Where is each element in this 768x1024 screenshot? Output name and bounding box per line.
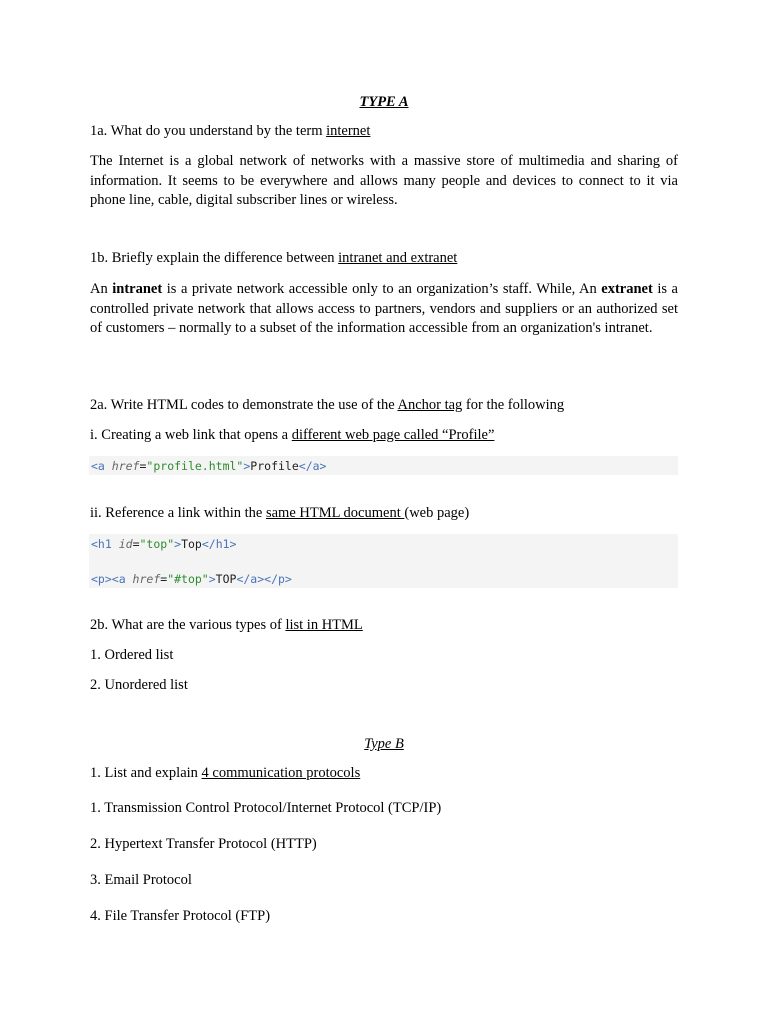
code-tag: > bbox=[174, 537, 182, 551]
list-type-item: 1. Ordered list bbox=[90, 647, 174, 663]
question-2a-i-text: i. Creating a web link that opens a bbox=[90, 427, 292, 443]
question-2a-ii-term: same HTML document bbox=[265, 505, 405, 521]
question-2b-text: 2b. What are the various types of bbox=[90, 617, 286, 633]
question-2b bbox=[90, 617, 363, 634]
code-text: Profile bbox=[250, 459, 299, 473]
question-1b-text: 1b. Briefly explain the difference between bbox=[90, 250, 339, 266]
question-2a-suffix: for the following bbox=[462, 397, 565, 413]
code-line bbox=[91, 537, 236, 551]
code-tag: </a></p> bbox=[236, 572, 292, 586]
protocol-item: 1. Transmission Control Protocol/Internet Protocol (TCP/IP) bbox=[90, 800, 442, 816]
code-attr: href bbox=[111, 459, 140, 473]
code-block-profile-link bbox=[89, 456, 678, 475]
type-b-heading: Type B bbox=[364, 736, 404, 752]
code-value: "top" bbox=[139, 537, 175, 551]
extranet-term: extranet bbox=[601, 281, 653, 297]
code-attr: href bbox=[132, 572, 161, 586]
code-tag: <h1 bbox=[91, 537, 119, 551]
question-2a-i-term: different web page called “Profile” bbox=[291, 427, 495, 443]
answer-1b-part2: is a private network accessible only to an organization’s staff. While, An bbox=[162, 281, 602, 297]
answer-1b-part1: An bbox=[90, 281, 113, 297]
answer-1b bbox=[90, 280, 678, 339]
question-b1-term: 4 communication protocols bbox=[201, 765, 361, 781]
question-2a-ii-suffix: (web page) bbox=[404, 505, 470, 521]
code-line bbox=[91, 572, 292, 586]
question-1a-term: internet bbox=[326, 123, 371, 139]
question-2b-term: list in HTML bbox=[285, 617, 363, 633]
question-2a-term: Anchor tag bbox=[397, 397, 463, 413]
code-eq: = bbox=[132, 537, 140, 551]
code-block-same-page-link bbox=[89, 534, 678, 588]
code-tag: </h1> bbox=[201, 537, 237, 551]
code-tag: <a bbox=[91, 459, 112, 473]
question-b1 bbox=[90, 765, 360, 782]
answer-1a: The Internet is a global network of networks with a massive store of multimedia and sharing of information. It seems to be everywhere and allows many people and devices to connect to it via phone line, cable, digital subscriber lines or wireless. bbox=[90, 153, 678, 208]
question-2a-i bbox=[90, 427, 494, 444]
question-2a-ii-text: ii. Reference a link within the bbox=[90, 505, 266, 521]
type-a-heading: TYPE A bbox=[359, 94, 409, 110]
question-2a-ii bbox=[90, 505, 469, 522]
question-1a bbox=[90, 123, 370, 140]
code-eq: = bbox=[139, 459, 147, 473]
code-text: Top bbox=[181, 537, 202, 551]
code-line bbox=[91, 459, 326, 473]
question-2a bbox=[90, 397, 564, 414]
question-2a-text: 2a. Write HTML codes to demonstrate the use of the bbox=[90, 397, 398, 413]
intranet-term: intranet bbox=[112, 281, 163, 297]
code-value: "profile.html" bbox=[146, 459, 244, 473]
code-tag: > bbox=[208, 572, 216, 586]
question-1b-term: intranet and extranet bbox=[338, 250, 458, 266]
code-attr: id bbox=[118, 537, 133, 551]
code-tag: > bbox=[243, 459, 251, 473]
question-b1-text: 1. List and explain bbox=[90, 765, 202, 781]
list-type-item: 2. Unordered list bbox=[90, 677, 188, 693]
question-1a-text: 1a. What do you understand by the term bbox=[90, 123, 327, 139]
answer-1b-part3: is a controlled private network that allows access to partners, vendors and suppliers or an authorized set of customers – normally to a subset of the information accessible from an organization's intranet. bbox=[90, 281, 678, 336]
code-tag: </a> bbox=[298, 459, 327, 473]
protocol-item: 2. Hypertext Transfer Protocol (HTTP) bbox=[90, 836, 317, 852]
code-value: "#top" bbox=[167, 572, 209, 586]
code-text: TOP bbox=[215, 572, 237, 586]
protocol-item: 4. File Transfer Protocol (FTP) bbox=[90, 908, 271, 924]
question-1b bbox=[90, 250, 457, 267]
code-tag: <p><a bbox=[91, 572, 133, 586]
code-eq: = bbox=[160, 572, 168, 586]
protocol-item: 3. Email Protocol bbox=[90, 872, 192, 888]
